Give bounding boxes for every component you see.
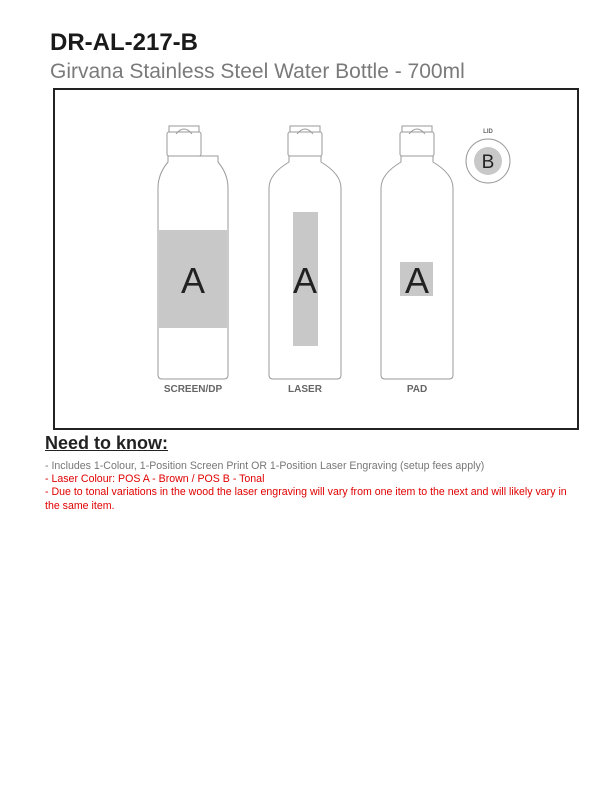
product-code: DR-AL-217-B xyxy=(50,29,199,56)
bottle-laser xyxy=(269,126,341,395)
note-laser-colour: - Laser Colour: POS A - Brown / POS B - Tonal xyxy=(45,473,265,486)
bottle-lid xyxy=(400,132,434,156)
bottle-lid xyxy=(288,132,322,156)
print-area-diagram xyxy=(53,88,579,430)
print-area-letter: A xyxy=(180,260,206,301)
bottle-screen-dp xyxy=(158,126,228,395)
bottle-label: PAD xyxy=(406,384,428,395)
lid-label: LID xyxy=(483,129,493,135)
bottle-label: SCREEN/DP xyxy=(163,384,223,395)
print-area-letter: A xyxy=(404,260,430,301)
note-tonal-variation: - Due to tonal variations in the wood the laser engraving will vary from one item to the next and will likely vary in the same item. xyxy=(45,486,567,512)
need-to-know-heading: Need to know: xyxy=(45,433,169,453)
print-area-letter-b: B xyxy=(481,152,495,173)
bottle-pad xyxy=(381,126,453,395)
note-print-options: - Includes 1-Colour, 1-Position Screen Print OR 1-Position Laser Engraving (setup fees apply) xyxy=(45,460,485,472)
notes-list xyxy=(45,460,575,513)
bottle-label: LASER xyxy=(288,384,322,395)
print-area-letter: A xyxy=(292,260,318,301)
diagram-canvas xyxy=(55,90,577,428)
bottle-lid xyxy=(167,132,201,156)
product-name: Girvana Stainless Steel Water Bottle - 700ml xyxy=(50,60,465,83)
lid-top-view xyxy=(466,129,510,183)
